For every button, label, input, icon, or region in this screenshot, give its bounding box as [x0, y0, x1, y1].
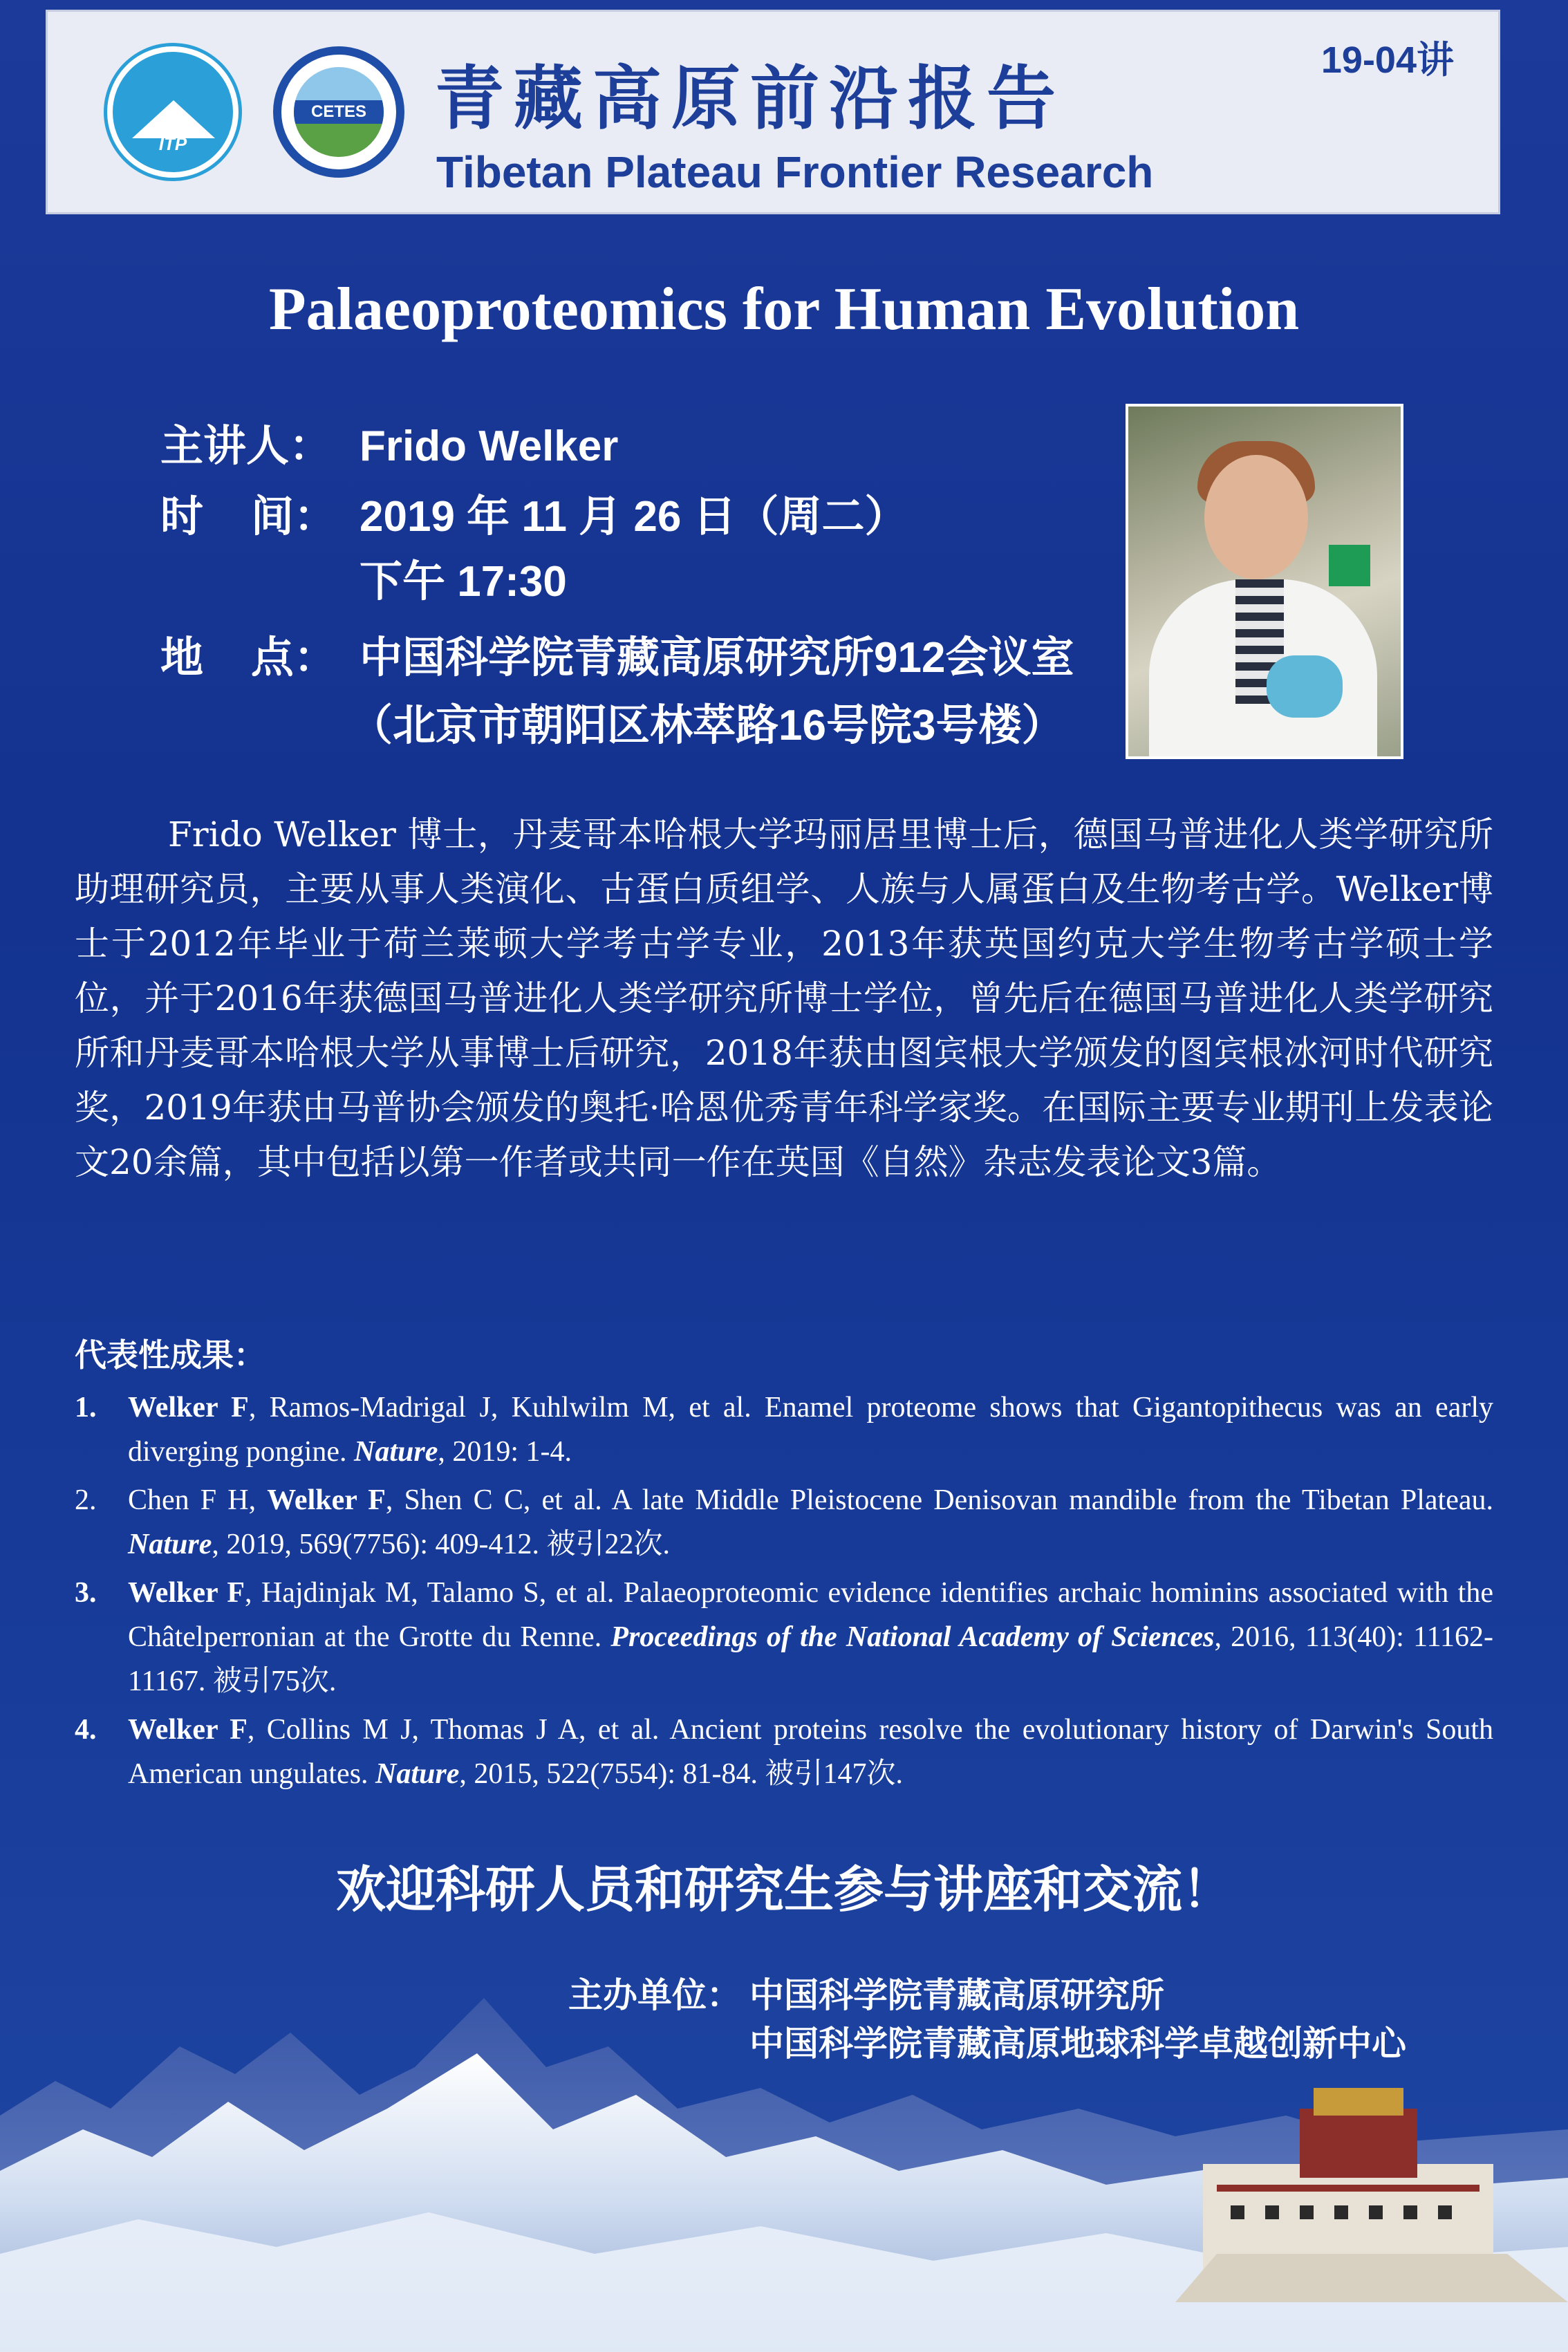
reference-item: 3. Welker F, Hajdinjak M, Talamo S, et al. Palaeoproteomic evidence identifies archaic hominins associated with the Châtelperronian at the Grotte du Renne. Proceedings of the National Academy of Sciences, 2016, 113(40): 11162-11167. 被引75次. — [75, 1577, 1493, 1697]
organizer-2: 中国科学院青藏高原地球科学卓越创新中心 — [749, 2024, 1406, 2063]
talk-date: 2019 年 11 月 26 日（周二） — [360, 493, 908, 541]
face — [1204, 455, 1308, 579]
itp-logo-text: ITP — [158, 133, 187, 154]
reference-item: 1. Welker F, Ramos-Madrigal J, Kuhlwilm M, et al. Enamel proteome shows that Gigantopithecus was an early diverging pongine. Nature, 2019: 1-4. — [75, 1392, 1493, 1468]
cetes-logo — [273, 46, 404, 178]
reference-item: 4. Welker F, Collins M J, Thomas J A, et al. Ancient proteins resolve the evolutionary history of Darwin's South American ungulates. Nature, 2015, 522(7554): 81-84. 被引147次. — [75, 1714, 1494, 1790]
venue: 中国科学院青藏高原研究所912会议室 — [360, 634, 1074, 682]
achievements-heading: 代表性成果： — [75, 1337, 265, 1373]
place-label: 地 点： — [160, 634, 337, 682]
landscape-icon — [294, 67, 384, 157]
venue-address: （北京市朝阳区林萃路16号院3号楼） — [350, 702, 1065, 749]
cetes-logo-text: CETES — [294, 100, 384, 124]
header-title-cn: 青藏高原前沿报告 — [435, 57, 1065, 139]
speaker-name: Frido Welker — [360, 422, 619, 470]
organizer-label: 主办单位： — [568, 1976, 741, 2015]
speaker-photo — [1126, 404, 1403, 759]
header-banner — [46, 10, 1500, 214]
speaker-bio: Frido Welker 博士，丹麦哥本哈根大学玛丽居里博士后，德国马普进化人类学研究所助理研究员，主要从事人类演化、古蛋白质组学、人族与人属蛋白及生物考古学。Welker博士于2012年毕业于荷兰莱顿大学考古学专业，2013年获英国约克大学生物考古学硕士学位，并于2016年获德国马普进化人类学研究所博士学位，曾先后在德国马普进化人类学研究所和丹麦哥本哈根大学从事博士后研究，2018年获由图宾根大学颁发的图宾根冰河时代研究奖，2019年获由马普协会颁发的奥托·哈恩优秀青年科学家奖。在国际主要专业期刊上发表论文20余篇，其中包括以第一作者或共同一作在英国《自然》杂志发表论文3篇。 — [75, 814, 1493, 1182]
welcome-message: 欢迎科研人员和研究生参与讲座和交流！ — [335, 1863, 1232, 1918]
time-label: 时 间： — [160, 493, 337, 541]
mountain-icon — [132, 100, 215, 138]
reference-list — [75, 1385, 1493, 1800]
exit-sign-icon — [1329, 545, 1370, 586]
talk-time: 下午 17:30 — [360, 558, 567, 606]
glove — [1267, 655, 1343, 718]
speaker-label: 主讲人： — [160, 422, 333, 470]
organizer-1: 中国科学院青藏高原研究所 — [749, 1976, 1164, 2015]
talk-title: Palaeoproteomics for Human Evolution — [268, 276, 1300, 343]
reference-item: 2. Chen F H, Welker F, Shen C C, et al. A late Middle Pleistocene Denisovan mandible from the Tibetan Plateau. Nature, 2019, 569(7756): 409-412. 被引22次. — [75, 1484, 1493, 1560]
itp-logo — [107, 46, 239, 178]
header-title-en: Tibetan Plateau Frontier Research — [436, 147, 1154, 197]
lecture-number: 19-04讲 — [1320, 39, 1454, 81]
